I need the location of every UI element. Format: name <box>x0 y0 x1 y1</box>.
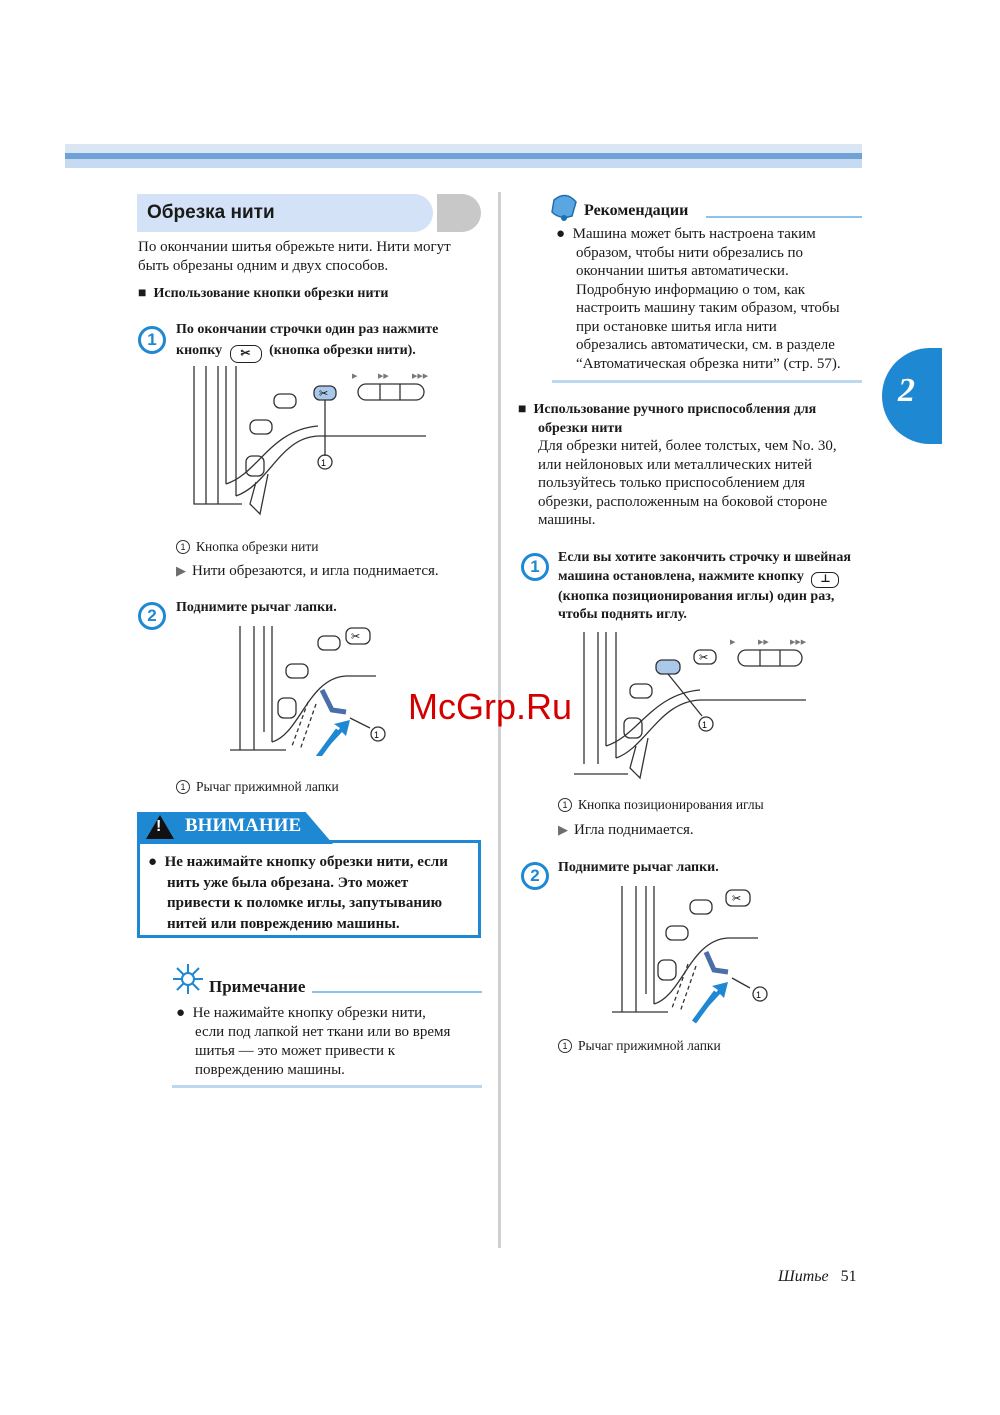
diagram-cut-button <box>190 364 440 536</box>
manual-cutter-text: Для обрезки нитей, более толстых, чем No. 30, или нейлоновых или металлических нитей пользуйтесь только приспособлением для обрезки, расположенным на боковой стороне машины. <box>538 438 837 528</box>
note-sparkle-icon <box>170 962 206 996</box>
watermark: McGrp.Ru <box>408 686 573 727</box>
step1-needle-instruction: Если вы хотите закончить строчку и швейная машина остановлена, нажмите кнопку ⊥ (кнопка позиционирования иглы) один раз, чтобы поднять иглу. <box>558 550 851 622</box>
warning-title: ВНИМАНИЕ <box>185 815 302 836</box>
needle-position-key-icon: ⊥ <box>811 572 839 588</box>
caption-presser-lever-2: 1 Рычаг прижимной лапки <box>558 1037 721 1055</box>
caption-cut-button: 1 Кнопка обрезки нити <box>176 538 319 556</box>
step-number: 1 <box>138 326 166 354</box>
subhead-cutter-button: ■ Использование кнопки обрезки нити <box>138 286 389 301</box>
caption-needle-button: 1 Кнопка позиционирования иглы <box>558 796 764 814</box>
warning-text: ● Не нажимайте кнопку обрезки нити, если нить уже была обрезана. Это может привести к поломке иглы, запутыванию нитей или повреждению машины. <box>148 854 448 932</box>
intro-text: По окончании шитья обрежьте нити. Нити могут быть обрезаны одним и двух способов. <box>138 239 451 274</box>
scissors-glyph: ✂ <box>699 652 709 664</box>
result-cut: ▶ Нити обрезаются, и игла поднимается. <box>176 563 439 579</box>
note-title-rule <box>312 991 482 993</box>
square-bullet: ■ <box>518 402 527 417</box>
page-number: 51 <box>840 1268 857 1285</box>
tips-bell-icon <box>550 192 582 222</box>
svg-text:1: 1 <box>374 730 380 740</box>
tips-title: Рекомендации <box>584 202 689 219</box>
tips-text: ● Машина может быть настроена таким образом, чтобы нити обрезались по окончании шитья автоматически. Подробную информацию о том, как настроить машину таким образом, чтобы при остановке шитья игла нити обрезались автоматически, см. в разделе “Автоматическая обрезка нити” (стр. 57). <box>556 226 841 372</box>
scissors-glyph: ✂ <box>732 893 742 905</box>
scissors-key-icon: ✂ <box>230 345 262 363</box>
scissors-glyph: ✂ <box>351 631 361 643</box>
caption-presser-lever: 1 Рычаг прижимной лапки <box>176 778 339 796</box>
subhead-manual-cutter: ■ Использование ручного приспособления для обрезки нити <box>518 402 817 436</box>
step2-right-instruction: Поднимите рычаг лапки. <box>558 860 719 875</box>
svg-text:1: 1 <box>756 990 762 1000</box>
svg-text:1: 1 <box>702 720 708 730</box>
note-bottom-rule <box>172 1085 482 1088</box>
diagram-presser-lever <box>226 624 396 756</box>
svg-text:▶▶: ▶▶ <box>378 372 389 380</box>
svg-text:▶▶: ▶▶ <box>758 638 769 646</box>
svg-text:▶▶▶: ▶▶▶ <box>790 638 807 646</box>
result-needle: ▶ Игла поднимается. <box>558 822 694 838</box>
section-title-cap <box>437 194 481 232</box>
step2-instruction: Поднимите рычаг лапки. <box>176 600 337 615</box>
svg-text:1: 1 <box>321 458 327 468</box>
result-arrow-icon: ▶ <box>176 563 186 578</box>
svg-text:▶: ▶ <box>352 372 358 380</box>
note-text: ● Не нажимайте кнопку обрезки нити, если под лапкой нет ткани или во время шитья — это может привести к повреждению машины. <box>176 1005 451 1078</box>
step-number: 2 <box>521 862 549 890</box>
round-bullet: ● <box>556 226 566 242</box>
round-bullet: ● <box>176 1005 186 1021</box>
scissors-glyph: ✂ <box>319 388 329 400</box>
svg-text:▶: ▶ <box>730 638 736 646</box>
chapter-number: 2 <box>898 372 915 409</box>
footer-section-name: Шитье <box>778 1268 829 1285</box>
header-band <box>65 144 862 168</box>
round-bullet: ● <box>148 854 158 870</box>
svg-text:▶▶▶: ▶▶▶ <box>412 372 429 380</box>
step-number: 1 <box>521 553 549 581</box>
note-title: Примечание <box>209 977 306 996</box>
square-bullet: ■ <box>138 286 147 301</box>
section-title: Обрезка нити <box>137 194 433 232</box>
step-number: 2 <box>138 602 166 630</box>
tips-title-rule <box>706 216 862 218</box>
tips-bottom-rule <box>552 380 862 383</box>
diagram-needle-button <box>568 630 818 792</box>
page-footer <box>778 1268 857 1286</box>
result-arrow-icon: ▶ <box>558 822 568 837</box>
diagram-presser-lever-2 <box>608 884 778 1024</box>
step1-instruction: По окончании строчки один раз нажмите кнопку ✂ (кнопка обрезки нити). <box>176 320 438 363</box>
